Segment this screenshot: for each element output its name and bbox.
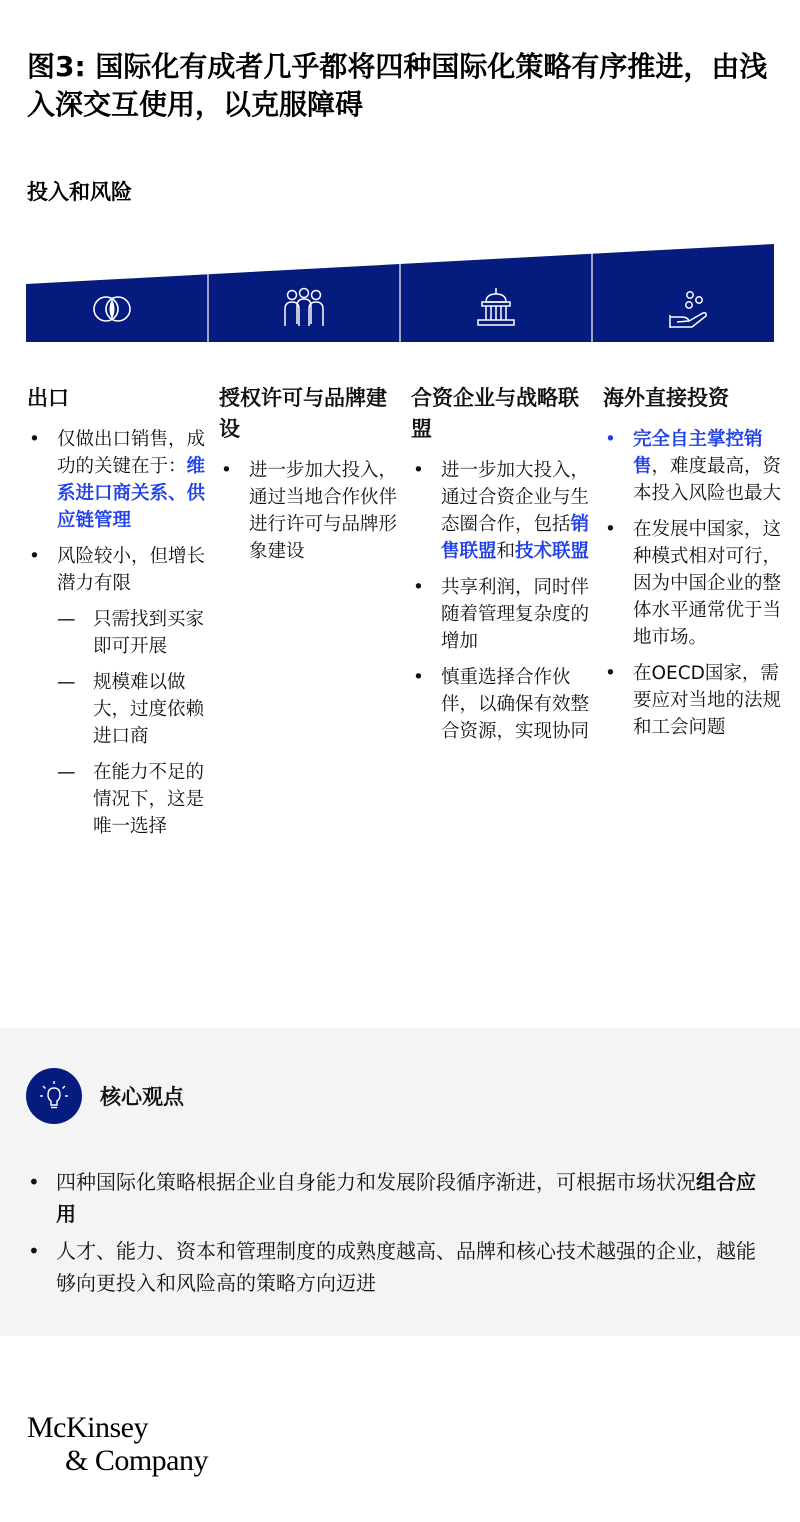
highlight-text: 完全自主掌控销售 xyxy=(633,429,763,477)
stage-points xyxy=(411,457,591,745)
stage-export xyxy=(27,383,207,849)
stage-heading: 合资企业与战略联盟 xyxy=(411,386,579,441)
insight-item: • 人才、能力、资本和管理制度的成熟度越高、品牌和核心技术越强的企业，越能够向更投入和风险高的策略方向迈进 xyxy=(26,1235,766,1299)
mckinsey-logo xyxy=(27,1411,208,1477)
sub-list-item: — 规模难以做大，过度依赖进口商 xyxy=(27,669,207,750)
lightbulb-icon xyxy=(26,1068,82,1124)
insight-points xyxy=(26,1166,766,1304)
highlight-text: 销售联盟 xyxy=(441,514,590,562)
bold-text: 组合应用 xyxy=(56,1170,756,1226)
highlight-text: 维系进口商关系、供应链管理 xyxy=(57,456,206,531)
sub-list-item: — 在能力不足的情况下，这是唯一选择 xyxy=(27,759,207,840)
list-item: • 慎重选择合作伙伴，以确保有效整合资源，实现协同 xyxy=(411,664,591,745)
sub-list-item: — 只需找到买家即可开展 xyxy=(27,606,207,660)
investment-risk-band xyxy=(26,240,774,342)
axis-label-investment-risk: 投入和风险 xyxy=(27,180,132,204)
stage-fdi xyxy=(603,383,783,750)
stage-heading: 出口 xyxy=(27,386,69,410)
list-item: • 在OECD国家，需要应对当地的法规和工会问题 xyxy=(603,660,783,741)
list-item: • 风险较小，但增长潜力有限 xyxy=(27,543,207,597)
stage-points xyxy=(219,457,397,565)
list-item: • 仅做出口销售，成功的关键在于：维系进口商关系、供应链管理 xyxy=(27,426,207,534)
list-item: • 共享利润，同时伴随着管理复杂度的增加 xyxy=(411,574,591,655)
logo-line-1: McKinsey xyxy=(27,1411,148,1444)
insight-item: • 四种国际化策略根据企业自身能力和发展阶段循序渐进，可根据市场状况组合应用 xyxy=(26,1166,766,1230)
highlight-text: 技术联盟 xyxy=(515,541,590,562)
stage-heading: 授权许可与品牌建设 xyxy=(219,386,387,441)
page-title: 图3: 国际化有成者几乎都将四种国际化策略有序推进，由浅入深交互使用，以克服障碍 xyxy=(27,50,768,121)
stage-joint-venture xyxy=(411,383,591,754)
list-item: • 进一步加大投入，通过合资企业与生态圈合作，包括销售联盟和技术联盟 xyxy=(411,457,591,565)
logo-line-2: & Company xyxy=(65,1444,208,1477)
list-item: • 在发展中国家，这种模式相对可行，因为中国企业的整体水平通常优于当地市场。 xyxy=(603,516,783,651)
list-item: • 进一步加大投入，通过当地合作伙伴进行许可与品牌形象建设 xyxy=(219,457,397,565)
stage-points xyxy=(27,426,207,840)
list-item: • 完全自主掌控销售，难度最高，资本投入风险也最大 xyxy=(603,426,783,507)
stage-points xyxy=(603,426,783,741)
key-insight-panel xyxy=(0,1028,800,1336)
insight-heading: 核心观点 xyxy=(100,1085,184,1109)
stage-heading: 海外直接投资 xyxy=(603,386,729,410)
stage-licensing xyxy=(219,383,397,574)
